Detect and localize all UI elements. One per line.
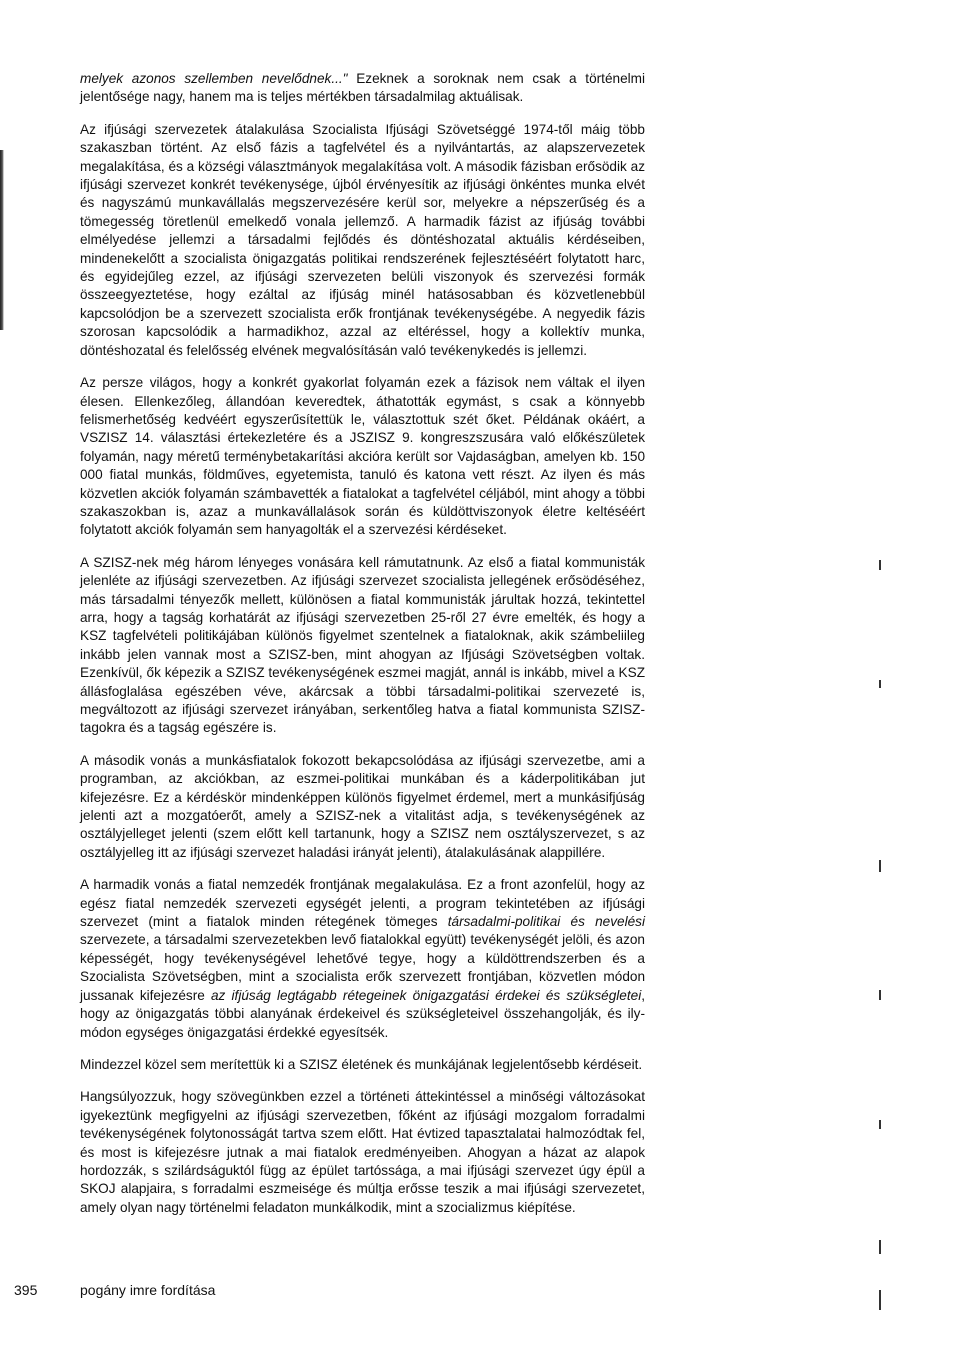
paragraph bbox=[80, 876, 645, 1042]
paragraph-segment: A harmadik vonás a fiatal nemzedék frontjának megalakulása. Ez a front azonfelül, hogy az egész fiatal nemzedék szervezeti egységét jelenti, a program tekintetében az ifjúsági szervezet (mint a fiatalok minden rétegének tömeges bbox=[80, 877, 645, 930]
scan-margin-marks bbox=[879, 560, 882, 1320]
italic-phrase: az ifjúság legtágabb rétegeinek önigazgatási érdekei és szükségletei bbox=[211, 987, 642, 1003]
paragraph-segment: Ezeknek a soroknak nem csak a történelmi jelentősége nagy, hanem ma is teljes mértékben társadalmilag aktuálisak. bbox=[80, 71, 645, 105]
italic-phrase: társadalmi-politikai és nevelési bbox=[447, 914, 645, 930]
paragraph bbox=[80, 554, 645, 738]
paragraph-segment: melyek azonos szellemben nevelődnek..." bbox=[80, 71, 348, 86]
paragraph-segment: Mindezzel közel sem merítettük ki a SZISZ életének és munkájának legjelentősebb kérdéseit. bbox=[80, 1056, 643, 1072]
translator-credit: pogány imre fordítása bbox=[80, 1282, 216, 1298]
paragraph bbox=[80, 70, 645, 107]
paragraph bbox=[80, 121, 645, 360]
paragraph-segment: Az ifjúsági szervezetek átalakulása Szocialista Ifjúsági Szövetséggé 1974-től máig több szakaszban történt. Az első fázis a tagfelvétel és a nyilvántartás, az alapszervezetek megalakítása, és a községi választmányok megalakítása volt. A második fázisban erősödik az ifjúsági szervezet konkrét tevékenysége, újból érvényesítik az ifjúsági önkéntes munka elvét és nagyszámú munkavállalás megszervezésére kerül sor, melyekre a népszerűség és a tömegesség töretlenül emelkedő vonala jellemző. A harmadik fázist az ifjúság további elmélyedése jellemzi a társadalmi fejlődés és döntéshozatal aktuális kérdéseiben, mindenekelőtt a szocialista önigazgatás politikai rendszerének fejlesztéséért folytatott harc, és egyidejűleg ezzel, az ifjúsági szervezeten belüli viszonyok és szervezési formák összeegyeztetése, hogy ezáltal az ifjúság minél hatásosabban és közvetlenebbül kapcsolódjon be a szervezett szocialista erők frontjának tevékenységébe. A negyedik fázis szorosan kapcsolódik a harmadikhoz, azzal az eltéréssel, hogy a kollektív munka, döntéshozatal és felelősség elvének megvalósításán való tevékenykedés is jellemzi. bbox=[80, 121, 645, 358]
paragraph-segment: , hogy az önigazgatás többi alanyának érdekeivel és szükségleteivel összehangolják, és ilymódon egységes önigazgatási érdekké egyesítsék. bbox=[80, 987, 645, 1040]
paragraph bbox=[80, 752, 645, 862]
paragraph bbox=[80, 1056, 645, 1074]
page-number: 395 bbox=[14, 1282, 38, 1298]
paragraph-segment: A SZISZ-nek még három lényeges vonására kell rámutatnunk. Az első a fiatal kommunisták jelenléte az ifjúsági szervezetben. Az ifjúsági szervezet szocialista jellegének erősödéséhez, más társadalmi tényezők mellett, különösen a fiatal kommunisták járultak hozzá, tekintettel arra, hogy a tagság korhatárát az ifjúsági szervezetben 25-ről 27 évre emelték, és hogy a KSZ tagfelvételi politikájában különös figyelmet szentelnek a fiataloknak, akik számbeliileg inkább jelen vannak most a SZISZ-ben, mint ahogyan az Ifjúsági Szövetségben voltak. Ezenkívül, ők képezik a SZISZ tevékenységének eszmei magját, annál is inkább, mivel a KSZ állásfoglalása egészében véve, akárcsak a többi társadalmi-politikai szervezeté is, megváltozott az ifjúsági szervezet irányában, serkentőleg hatva a fiatal kommunista SZISZ-tagokra és a tagság egészére is. bbox=[80, 554, 645, 736]
paragraph-segment: Hangsúlyozzuk, hogy szövegünkben ezzel a történeti áttekintéssel a minőségi változásokat igyekeztünk megfigyelni az ifjúsági szervezetben, főként az ifjúsági mozgalom forradalmi tevékenységének folytonosságát tartva szem előtt. Hat évtized tapasztalatai halmozódtak fel, és most is kifejezésre jutnak a mai fiatalok eredményeiben. Ahogyan a házat az alapok hordozzák, s szilárdságuktól függ az épület tartóssága, a mai ifjúsági szervezet úgy épül a SKOJ alapjaira, s forradalmi eszmeisége és múltja erősse teszik a mai ifjúsági szervezetet, amely olyan nagy történelmi feladaton munkálkodik, mint a szocializmus kiépítése. bbox=[80, 1089, 645, 1215]
paragraph-segment: Az persze világos, hogy a konkrét gyakorlat folyamán ezek a fázisok nem váltak el ilyen élesen. Ellenkezőleg, állandóan keveredtek, áthatották egymást, s csak a könnyebb felismerhetőség kedvéért egyszerűsítettük le, választottuk szét őket. Példának okáért, a VSZISZ 14. választási értekezletére és a JSZISZ 9. kongreszszusára való előkészületek folyamán, nagy méretű terménybetakarítási akcióra került sor Vajdaságban, amelyen kb. 150 000 fiatal munkás, földműves, egyetemista, tanuló és katona vett részt. Az ilyen és más közvetlen akciók folyamán számbavették a fiatalokat a tagfelvétel céljából, mint ahogy a többi szakaszokban is, azaz a munkavállalások során és küldöttviszonyok életre keltéséért folytatott akciók folyamán sem hanyagolták el a szervezési kérdéseket. bbox=[80, 375, 645, 538]
paragraph bbox=[80, 374, 645, 540]
paragraph-segment: szervezete, a társadalmi szervezetekben levő fiatalokkal együtt) tevékenységét jelöli, és azon képességét, hogy tevékenységével lehetővé tegye, hogy a küldöttrendszerben és a Szocialista Szövetségben, mint a szocialista erők szervezett frontjában, közvetlen módon jussanak kifejezésre bbox=[80, 932, 645, 1003]
scan-edge-shadow bbox=[0, 150, 4, 330]
paragraph bbox=[80, 1088, 645, 1217]
paragraph-segment: A második vonás a munkásfiatalok fokozott bekapcsolódása az ifjúsági szervezetbe, ami a programban, az akciókban, az eszmei-politikai munkában és a káderpolitikában jut kifejezésre. Ez a kérdéskör mindenképpen különös figyelmet érdemel, mert a munkásifjúság jelenti azt a mozgatóerőt, amely a SZISZ-nek a vitalitást adja, s tevékenységének az osztályjelleget jelenti (szem előtt kell tartanunk, hogy a SZISZ nem osztályszervezet, s az osztályjelleg itt az ifjúsági szervezet haladási irányát jelenti), átalakulásának alappillére. bbox=[80, 752, 645, 860]
body-text-column bbox=[80, 70, 645, 1231]
